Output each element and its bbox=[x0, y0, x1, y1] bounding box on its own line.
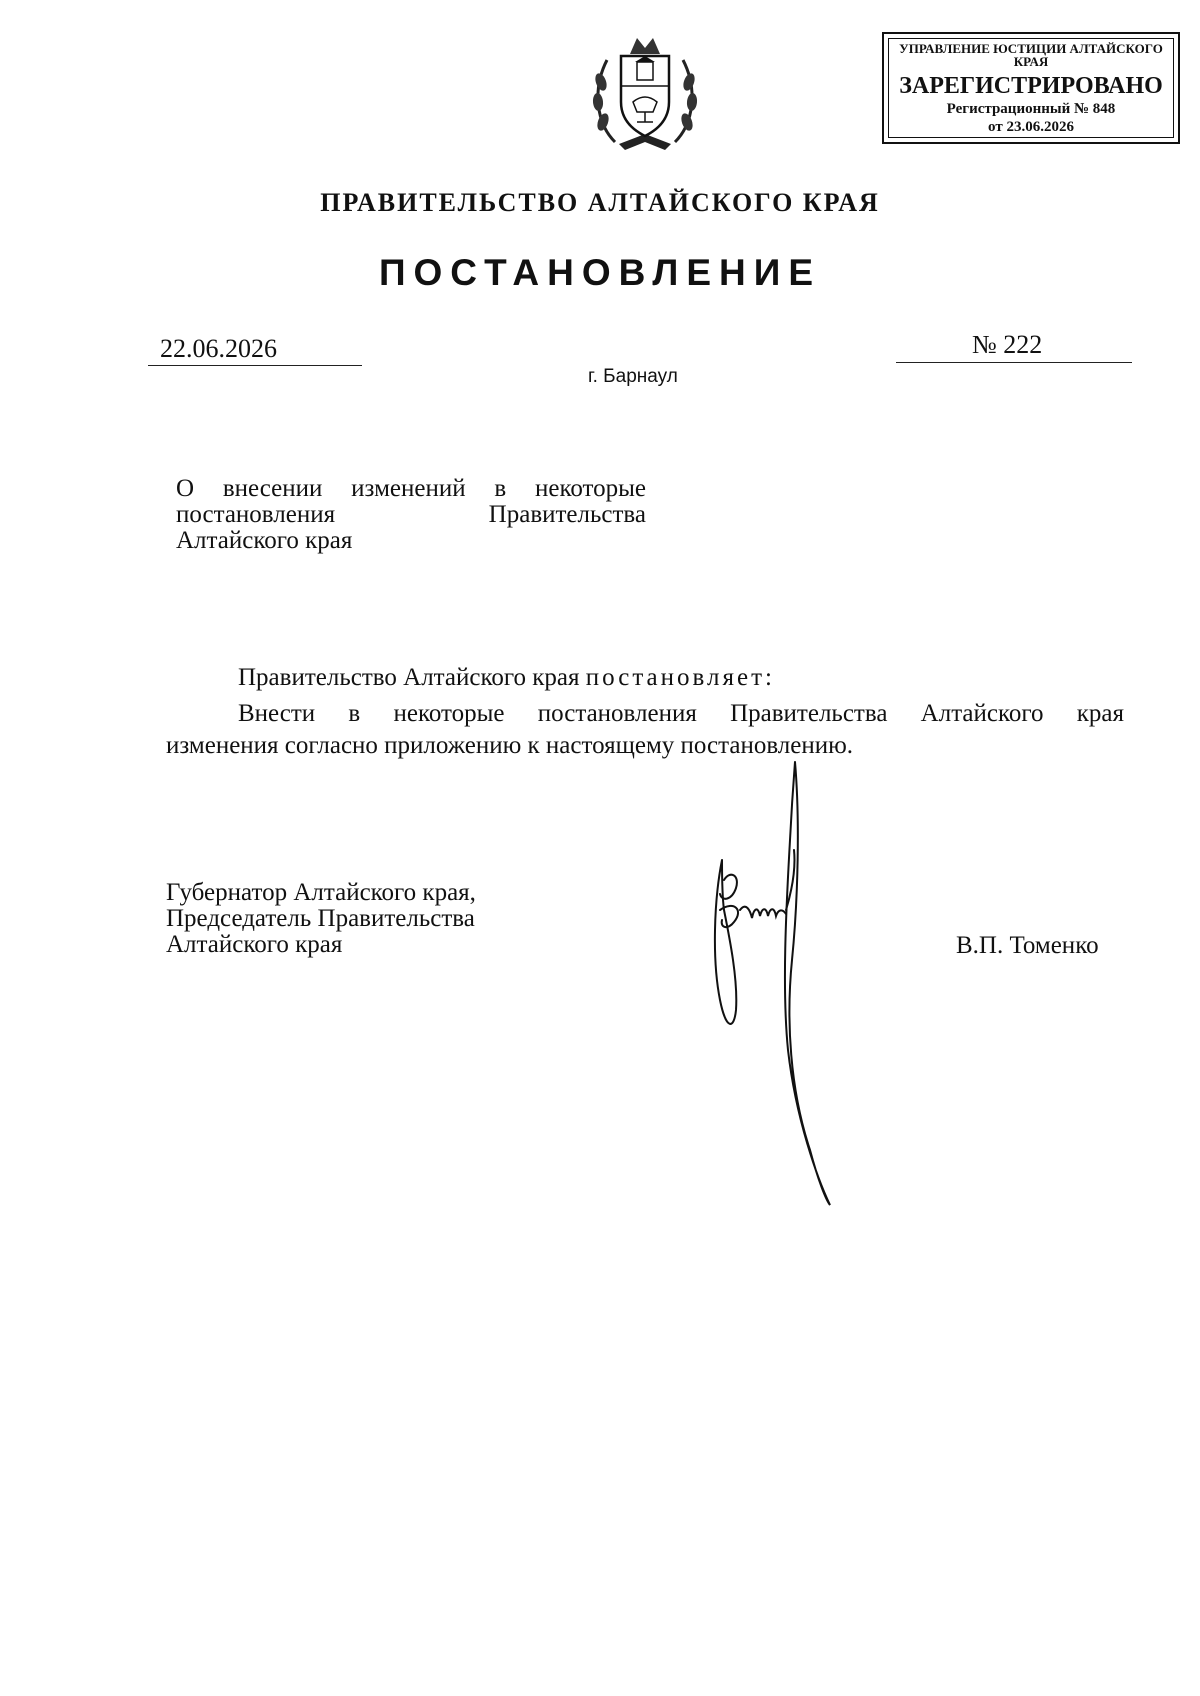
document-date: 22.06.2026 bbox=[160, 334, 277, 363]
subject-line: О внесении изменений в некоторые bbox=[176, 475, 646, 502]
decree-intro bbox=[238, 664, 775, 692]
handwritten-signature-icon bbox=[700, 760, 860, 1210]
stamp-organization: УПРАВЛЕНИЕ ЮСТИЦИИ АЛТАЙСКОГО КРАЯ bbox=[899, 41, 1163, 69]
decree-intro-text: Правительство Алтайского края bbox=[238, 664, 580, 691]
stamp-status: ЗАРЕГИСТРИРОВАНО bbox=[899, 73, 1163, 99]
date-underline bbox=[148, 365, 362, 366]
document-city: г. Барнаул bbox=[588, 366, 678, 387]
signer-name: В.П. Томенко bbox=[956, 932, 1099, 959]
position-line: Председатель Правительства bbox=[166, 905, 475, 932]
document-type: ПОСТАНОВЛЕНИЕ bbox=[378, 252, 822, 293]
stamp-registration-number: Регистрационный № 848 bbox=[946, 101, 1116, 117]
signer-position bbox=[166, 880, 476, 958]
paragraph-line: изменения согласно приложению к настоящему постановлению. bbox=[166, 732, 854, 759]
coat-of-arms-icon bbox=[585, 32, 705, 156]
registration-stamp bbox=[882, 32, 1180, 144]
document-number: № 222 bbox=[972, 330, 1043, 359]
number-underline bbox=[896, 362, 1132, 363]
subject-line: постановления Правительства bbox=[176, 501, 646, 528]
government-title: ПРАВИТЕЛЬСТВО АЛТАЙСКОГО КРАЯ bbox=[320, 188, 880, 217]
document-subject bbox=[176, 476, 646, 554]
position-line: Губернатор Алтайского края, bbox=[166, 879, 476, 906]
subject-line: Алтайского края bbox=[176, 527, 353, 554]
stamp-date: от 23.06.2026 bbox=[988, 119, 1074, 135]
paragraph-line: Внести в некоторые постановления Правительства Алтайского края bbox=[238, 700, 1124, 727]
decree-paragraph bbox=[166, 698, 1124, 762]
position-line: Алтайского края bbox=[166, 931, 343, 958]
decree-word: постановляет: bbox=[585, 664, 775, 691]
